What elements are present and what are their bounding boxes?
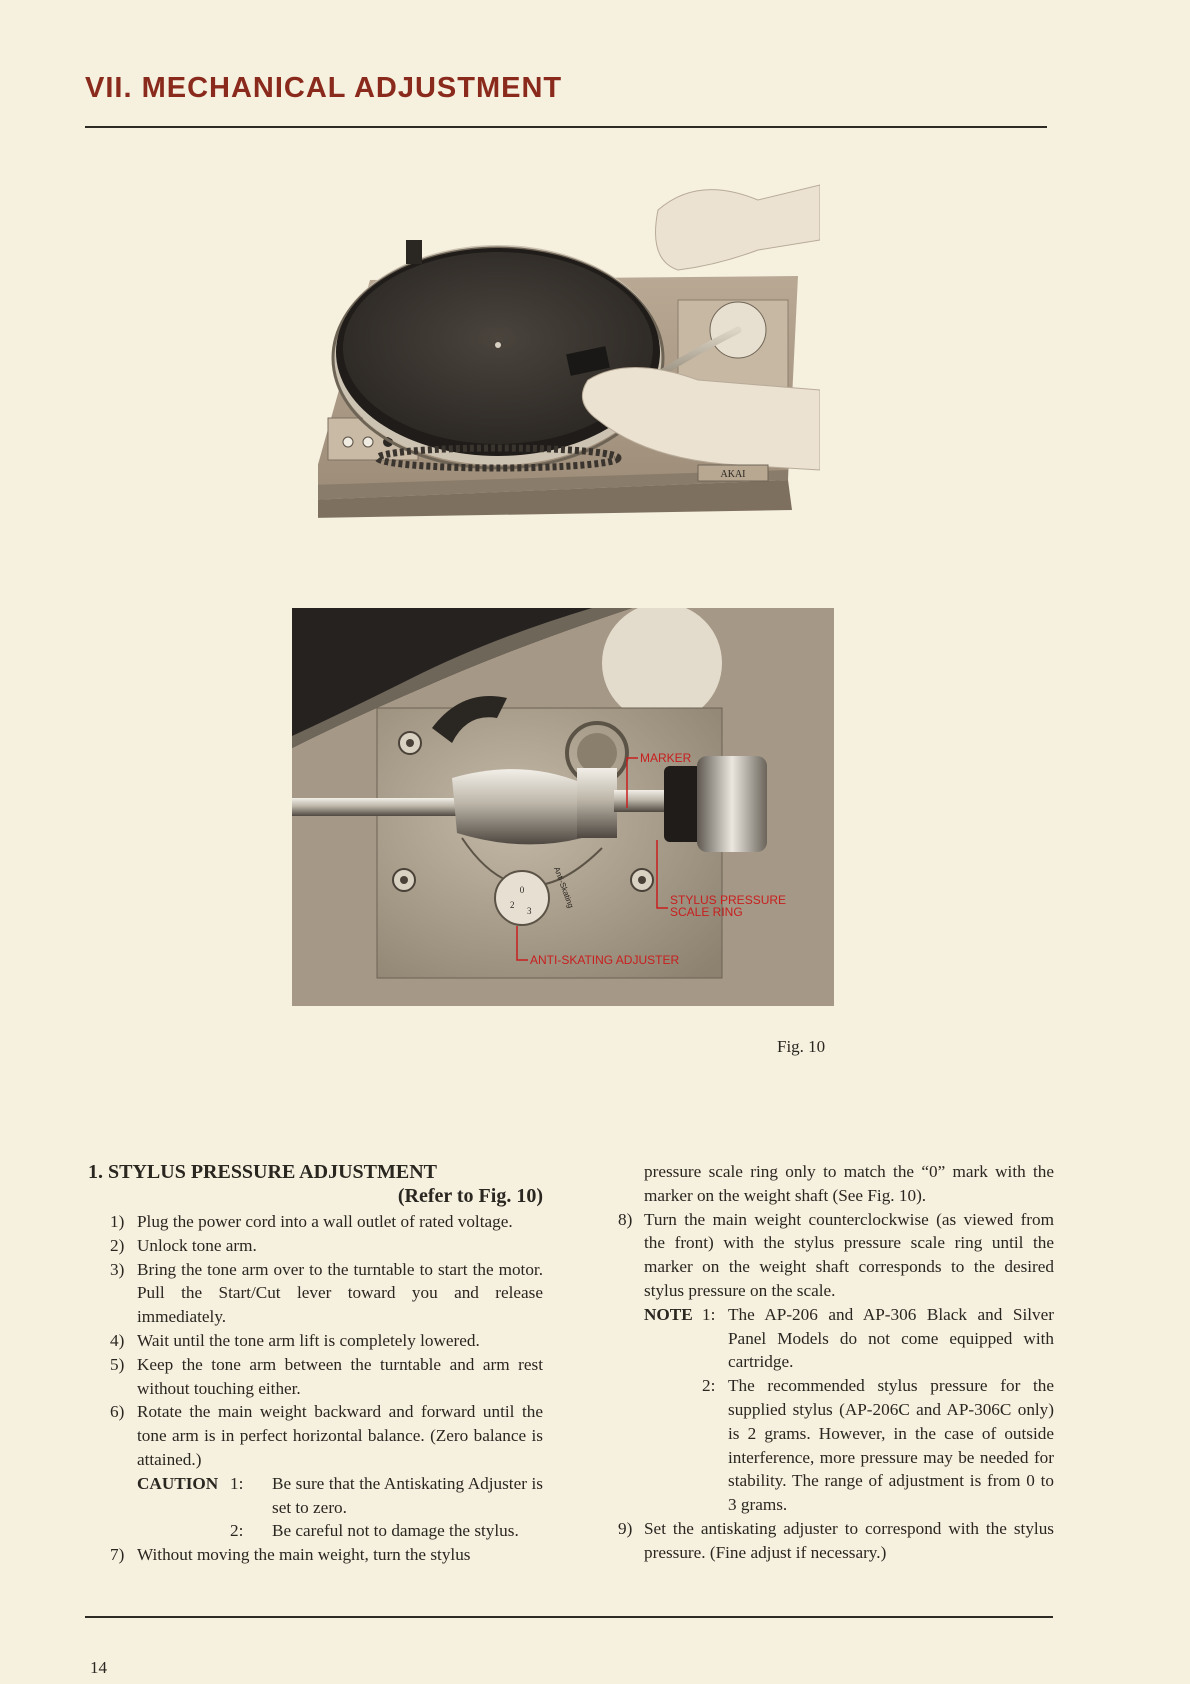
step-7-continued — [618, 1160, 1054, 1208]
page-title: VII. MECHANICAL ADJUSTMENT — [85, 72, 563, 104]
stylus-pressure-callout-line2: SCALE RING — [670, 905, 743, 919]
step-5 — [88, 1353, 543, 1401]
step-text: pressure scale ring only to match the “0” mark with the marker on the weight shaft (See Fig. 10). — [644, 1162, 1054, 1205]
caution-text: Be sure that the Antiskating Adjuster is set to zero. — [272, 1473, 543, 1517]
turntable-photo — [318, 180, 820, 520]
step-text: Unlock tone arm. — [137, 1235, 257, 1255]
tonearm-illustration — [292, 608, 834, 1006]
caution-text: Be careful not to damage the stylus. — [272, 1521, 519, 1541]
step-number: 5) — [110, 1354, 125, 1374]
step-number: 3) — [110, 1259, 125, 1279]
akai-brand-label: AKAI — [720, 469, 746, 480]
caution-1 — [88, 1472, 543, 1520]
svg-text:2: 2 — [510, 900, 515, 910]
left-text-column — [88, 1160, 543, 1567]
note-number: 1: — [702, 1304, 716, 1324]
header-rule — [85, 126, 1047, 128]
footer-rule — [85, 1616, 1053, 1618]
note-label: NOTE — [644, 1304, 693, 1324]
step-7 — [88, 1543, 543, 1567]
caution-label: CAUTION — [137, 1473, 219, 1493]
step-number: 6) — [110, 1402, 125, 1422]
step-text: Wait until the tone arm lift is completely lowered. — [137, 1330, 480, 1350]
step-text: Without moving the main weight, turn the stylus — [137, 1545, 471, 1565]
step-text: Bring the tone arm over to the turntable to start the motor. Pull the Start/Cut lever toward you and release immediately. — [137, 1259, 543, 1327]
svg-text:3: 3 — [527, 906, 532, 916]
section-subtitle: (Refer to Fig. 10) — [397, 1185, 543, 1207]
step-text: Set the antiskating adjuster to correspond with the stylus pressure. (Fine adjust if necessary.) — [644, 1518, 1054, 1562]
note-number: 2: — [702, 1376, 716, 1396]
marker-callout-label: MARKER — [640, 751, 692, 765]
step-text: Rotate the main weight backward and forward until the tone arm is in perfect horizontal balance. (Zero balance is attained.) — [137, 1402, 543, 1469]
step-number: 7) — [110, 1545, 125, 1565]
step-9 — [618, 1517, 1054, 1565]
step-6 — [88, 1400, 543, 1471]
step-number: 1) — [110, 1212, 125, 1231]
step-8 — [618, 1208, 1054, 1303]
note-text: The AP-206 and AP-306 Black and Silver Panel Models do not come equipped with cartridge. — [728, 1304, 1054, 1372]
step-number: 2) — [110, 1235, 125, 1255]
step-text: Plug the power cord into a wall outlet of rated voltage. — [137, 1212, 513, 1231]
step-number: 4) — [110, 1330, 125, 1350]
step-4 — [88, 1329, 543, 1353]
step-2 — [88, 1234, 543, 1258]
caution-number: 1: — [230, 1473, 244, 1493]
step-1 — [88, 1210, 543, 1234]
tonearm-closeup-photo — [292, 608, 834, 1006]
step-3 — [88, 1258, 543, 1329]
note-2 — [618, 1374, 1054, 1517]
anti-skating-callout-label: ANTI-SKATING ADJUSTER — [530, 953, 680, 967]
step-text: Turn the main weight counterclockwise (as viewed from the front) with the stylus pressure scale ring until the marker on the weight shaft corresponds to the desired stylus pressure on the scale. — [644, 1209, 1054, 1300]
caution-number: 2: — [230, 1521, 244, 1541]
stylus-pressure-callout-line1: STYLUS PRESSURE — [670, 893, 787, 907]
step-text: Keep the tone arm between the turntable and arm rest without touching either. — [137, 1354, 543, 1398]
note-1 — [618, 1303, 1054, 1374]
right-text-column — [618, 1160, 1054, 1565]
note-text: The recommended stylus pressure for the supplied stylus (AP-206C and AP-306C only) is 2 grams. However, in the case of outside interference, more pressure may be needed for stability. The range of adjustment is from 0 to 3 grams. — [728, 1376, 1054, 1515]
caution-2 — [88, 1519, 543, 1543]
step-number: 8) — [618, 1209, 633, 1229]
turntable-illustration — [318, 180, 820, 520]
step-number: 9) — [618, 1518, 633, 1538]
section-title: 1. STYLUS PRESSURE ADJUSTMENT — [88, 1161, 437, 1183]
page-number: 14 — [90, 1658, 107, 1677]
anti-skating-knob-label: Anti-Skating — [552, 865, 576, 910]
svg-text:0: 0 — [519, 885, 525, 895]
figure-caption: Fig. 10 — [777, 1037, 826, 1056]
